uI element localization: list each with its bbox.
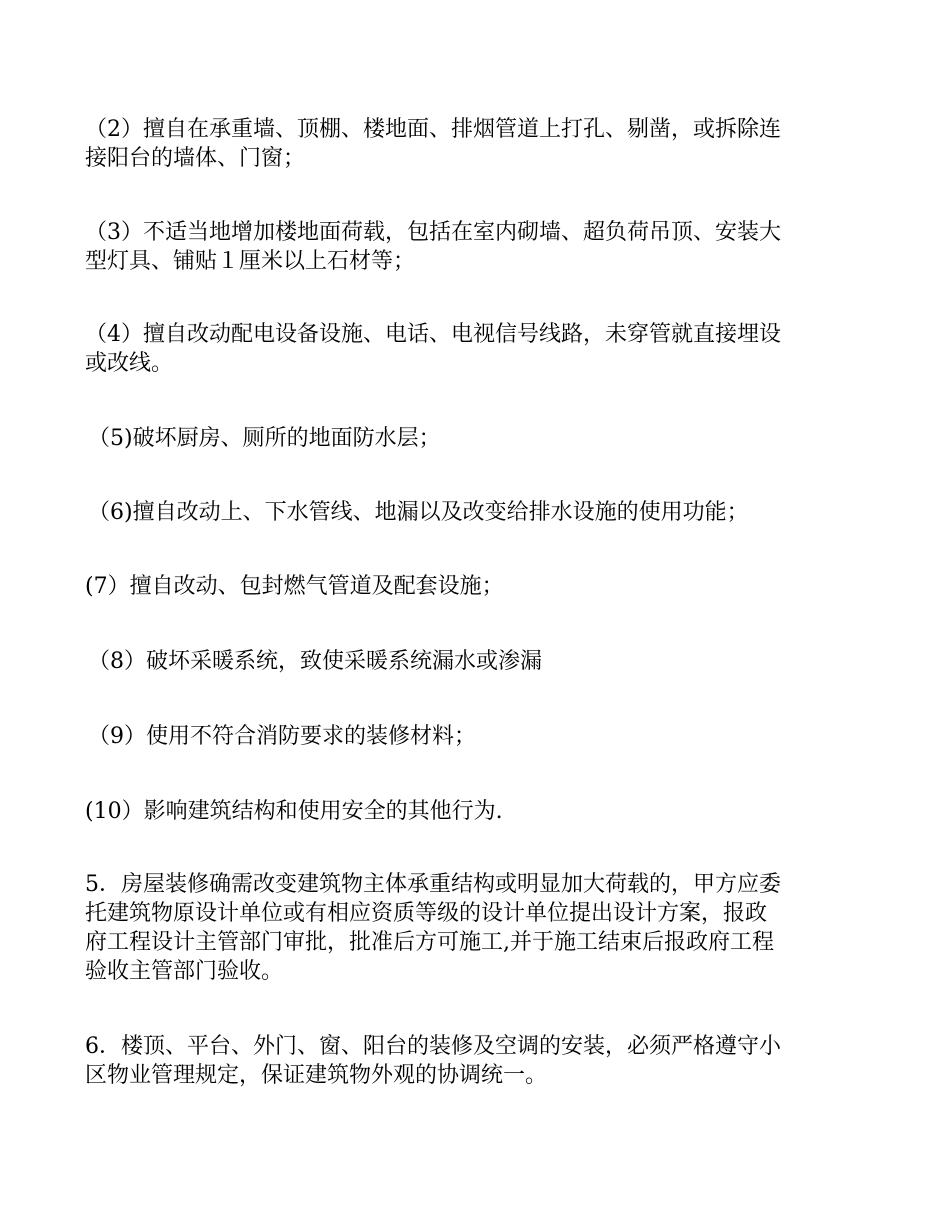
text-line: 府工程设计主管部门审批，批准后方可施工,并于施工结束后报政府工程 <box>85 930 774 955</box>
paragraph-item-9 <box>88 722 476 751</box>
paragraph-section-6 <box>85 1032 781 1090</box>
text-line: （6)擅自改动上、下水管线、地漏以及改变给排水设施的使用功能； <box>88 500 749 525</box>
text-line: （8）破坏采暖系统，致使采暖系统漏水或渗漏 <box>88 649 542 674</box>
text-line: （5)破坏厨房、厕所的地面防水层； <box>88 426 441 451</box>
paragraph-item-4 <box>85 320 781 378</box>
text-line: 验收主管部门验收。 <box>85 959 284 984</box>
text-line: 5．房屋装修确需改变建筑物主体承重结构或明显加大荷载的，甲方应委 <box>85 872 781 897</box>
text-line: (10）影响建筑结构和使用安全的其他行为. <box>85 799 503 824</box>
text-line: 或改线。 <box>85 351 174 376</box>
text-line: 6．楼顶、平台、外门、窗、阳台的装修及空调的安装，必须严格遵守小 <box>85 1034 781 1059</box>
text-line: 托建筑物原设计单位或有相应资质等级的设计单位提出设计方案，报政 <box>85 901 768 926</box>
text-line: （3）不适当地增加楼地面荷载，包括在室内砌墙、超负荷吊顶、安装大 <box>85 220 781 245</box>
paragraph-item-7 <box>85 572 504 601</box>
paragraph-item-6 <box>88 498 749 527</box>
text-line: （4）擅自改动配电设备设施、电话、电视信号线路，未穿管就直接埋设 <box>85 322 781 347</box>
text-line: （2）擅自在承重墙、顶棚、楼地面、排烟管道上打孔、剔凿，或拆除连 <box>85 117 781 142</box>
text-line: （9）使用不符合消防要求的装修材料； <box>88 724 476 749</box>
text-line: (7）擅自改动、包封燃气管道及配套设施； <box>85 574 504 599</box>
paragraph-item-2 <box>85 115 781 173</box>
paragraph-item-3 <box>85 218 781 276</box>
paragraph-item-8 <box>88 647 542 676</box>
paragraph-section-5 <box>85 870 781 986</box>
paragraph-item-10 <box>85 797 503 826</box>
text-line: 型灯具、铺贴１厘米以上石材等； <box>85 249 416 274</box>
paragraph-item-5 <box>88 424 441 453</box>
text-line: 接阳台的墙体、门窗； <box>85 146 306 171</box>
text-line: 区物业管理规定，保证建筑物外观的协调统一。 <box>85 1063 548 1088</box>
